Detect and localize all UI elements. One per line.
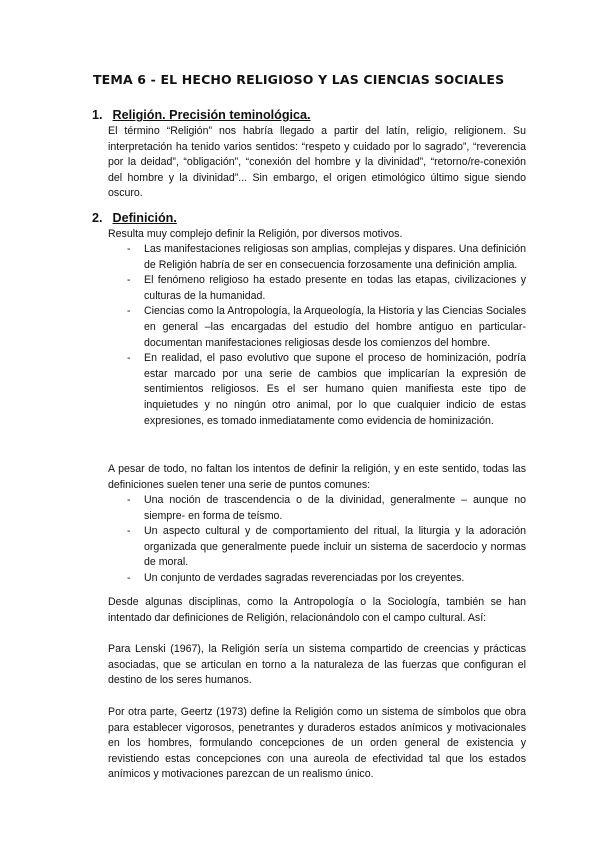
common-points-list [126,493,526,587]
section-2-title: Definición. [112,211,177,225]
section-1-heading [92,108,311,122]
reasons-list [126,242,526,429]
list-item: - Las manifestaciones religiosas son amplias, complejas y dispares. Una definición de Religión habría de ser en consecuencia forzosamente una definición amplia. [126,242,526,273]
lenski-paragraph: Para Lenski (1967), la Religión sería un sistema compartido de creencias y prácticas asociadas, que se articulan en torno a la naturaleza de las fuerzas que configuran el destino de los seres humanos. [108,643,526,687]
section-1-number: 1. [92,108,103,122]
list-item: - Un aspecto cultural y de comportamiento del ritual, la liturgia y la adoración organizada que generalmente puede incluir un sistema de sacerdocio y normas de moral. [126,524,526,571]
section-1-body: El término “Religión” nos habría llegado a partir del latín, religio, religionem. Su interpretación ha tenido varios sentidos: “respeto y cuidado por lo sagrado”, “reverencia por la deidad”, “obligación”, “conexión del hombre y la divinidad”, “retorno/re-conexión del hombre y la divinidad”... Sin embargo, el origen etimológico último sigue siendo oscuro. [108,125,526,200]
list-item: - Ciencias como la Antropología, la Arqueología, la Historia y las Ciencias Sociales en general –las encargadas del estudio del hombre antiguo en particular- documentan manifestaciones religiosas desde los comienzos del hombre. [126,304,526,351]
list-item: - En realidad, el paso evolutivo que supone el proceso de hominización, podría estar marcado por una serie de cambios que implicarían la expresión de sentimientos religiosos. Es el ser humano quien manifiesta este tipo de inquietudes y no ningún otro animal, por lo que cualquier indicio de estas expresiones, es tomado inmediatamente como evidencia de hominización. [126,351,526,429]
list-item: - Un conjunto de verdades sagradas reverenciadas por los creyentes. [126,571,526,587]
section-2-intro: Resulta muy complejo definir la Religión, por diversos motivos. [108,228,403,240]
list-item: - El fenómeno religioso ha estado presente en todas las etapas, civilizaciones y culturas de la humanidad. [126,273,526,304]
disciplines-paragraph: Desde algunas disciplinas, como la Antropología o la Sociología, también se han intentado dar definiciones de Religión, relacionándolo con el campo cultural. Así: [108,596,526,624]
geertz-paragraph: Por otra parte, Geertz (1973) define la Religión como un sistema de símbolos que obra para establecer vigorosos, penetrantes y duraderos estados anímicos y motivacionales en los hombres, formulando concepciones de un orden general de existencia y revistiendo estas concepciones con una aureola de efectividad tal que los estados anímicos y motivaciones parezcan de un realismo único. [108,706,526,781]
section-2-heading [92,211,177,225]
section-2-number: 2. [92,211,103,225]
list-item: - Una noción de trascendencia o de la divinidad, generalmente – aunque no siempre- en forma de teísmo. [126,493,526,524]
common-points-intro: A pesar de todo, no faltan los intentos de definir la religión, y en este sentido, todas las definiciones suelen tener una serie de puntos comunes: [108,463,526,491]
section-1-title: Religión. Precisión teminológica. [112,108,311,122]
document-title: TEMA 6 - EL HECHO RELIGIOSO Y LAS CIENCIAS SOCIALES [93,72,505,87]
